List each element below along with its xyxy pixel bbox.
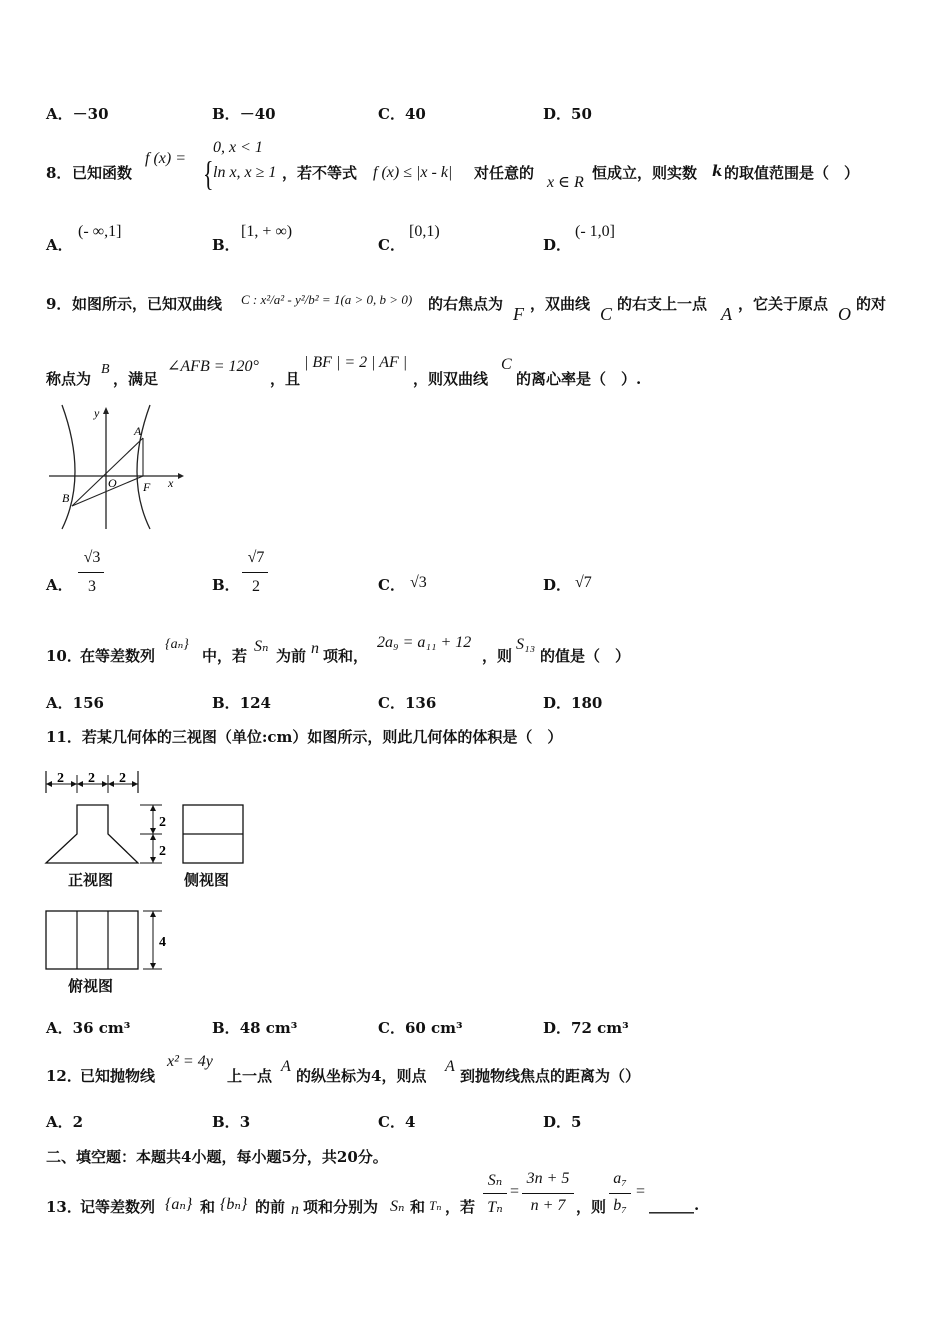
q10-option-d: [543, 692, 602, 713]
option-value: 72 cm³: [571, 1019, 629, 1037]
q10-sequence: {aₙ}: [165, 637, 189, 652]
q8-text-2: ，若不等式: [282, 164, 358, 182]
q8-option-a-value: (- ∞,1]: [78, 223, 122, 240]
option-value: 2: [72, 1113, 84, 1131]
q10-option-a: [46, 692, 104, 713]
q10-equation: 2a₉ = a₁₁ + 12: [377, 634, 472, 651]
option-value: 124: [239, 694, 271, 712]
q8-text-4: 恒成立，则实数: [592, 164, 698, 182]
q11-text: 11．若某几何体的三视图（单位:cm）如图所示，则此几何体的体积是（ ）: [46, 728, 563, 746]
q9-option-b-numerator: √7: [247, 549, 265, 566]
q13-frac1-numerator: Sₙ: [487, 1172, 503, 1189]
left-branch: [62, 405, 75, 529]
q12-option-d: [543, 1111, 581, 1132]
q9-O: O: [838, 304, 851, 324]
q12-option-c: [378, 1111, 415, 1132]
option-value: 180: [571, 694, 603, 712]
q8-option-c-value: [0,1): [409, 223, 440, 240]
q13-frac1-bar: [483, 1193, 507, 1194]
label-A: A: [134, 424, 142, 438]
x-axis-arrow: [178, 473, 184, 479]
q12-option-a: [46, 1111, 83, 1132]
q12-A: A: [281, 1058, 291, 1075]
front-view-shape: [46, 805, 138, 863]
q9-number: 9．: [46, 295, 72, 313]
q8-k: k: [712, 162, 723, 180]
q9-text-11: 的离心率是（ ）.: [516, 370, 642, 388]
label-O: O: [108, 476, 117, 490]
q13-equals-2: =: [636, 1183, 646, 1200]
height-label-2: 2: [159, 844, 166, 859]
q13-Sn: Sₙ: [390, 1198, 405, 1215]
label-B: B: [62, 491, 70, 505]
q9-C: C: [600, 304, 613, 324]
q13-sequence-b: {bₙ}: [220, 1196, 248, 1213]
q9-text-6: 的对: [856, 295, 887, 313]
q12-equation: x² = 4y: [167, 1053, 213, 1070]
q10-Sn: Sₙ: [254, 638, 269, 655]
q8-case-1: 0, x < 1: [213, 139, 263, 156]
option-letter: D．: [543, 1019, 572, 1037]
q9-B: B: [101, 362, 110, 377]
option-letter: D．: [543, 1113, 572, 1131]
q13-text-1: 记等差数列: [80, 1198, 156, 1216]
option-value: －40: [239, 105, 276, 123]
q13-frac3-numerator: a₇: [613, 1170, 627, 1187]
q13-sequence-a: {aₙ}: [165, 1196, 193, 1213]
q7-option-a: [46, 103, 109, 124]
q8-text-6: 的取值范围是（ ）: [724, 164, 860, 182]
q13-frac2-denominator: n + 7: [530, 1197, 566, 1214]
option-value: 136: [404, 694, 437, 712]
q11-option-d: [543, 1017, 629, 1038]
q10-text-6: 的值是（ ）: [540, 647, 631, 665]
q13-answer-blank[interactable]: ______.: [649, 1196, 700, 1214]
q13-n: n: [291, 1201, 299, 1218]
option-value: 5: [571, 1113, 582, 1131]
q13-text-7: ，则: [576, 1198, 607, 1216]
q10-text-4: 项和，: [323, 647, 369, 665]
q13-frac1-denominator: Tₙ: [487, 1199, 503, 1216]
q13-frac3-denominator: b₇: [613, 1197, 627, 1214]
q8-inequality: f (x) ≤ |x - k|: [373, 164, 453, 181]
q9-hyperbola-figure: [44, 403, 184, 533]
option-value: 48 cm³: [239, 1019, 298, 1037]
q9-option-b-denominator: 2: [252, 578, 260, 595]
dim-label-1: 2: [57, 771, 64, 786]
option-letter: B．: [212, 105, 240, 123]
top-view-label: 俯视图: [68, 977, 114, 995]
q13-frac3-bar: [609, 1193, 631, 1194]
q8-function: f (x) =: [145, 150, 186, 167]
label-y: y: [94, 406, 100, 420]
q13-text-4: 项和分别为: [303, 1198, 379, 1216]
dim-label-2: 2: [88, 771, 95, 786]
section-2-title: 二、填空题：本题共4小题，每小题5分，共20分。: [46, 1148, 388, 1166]
q10-n: n: [311, 640, 319, 657]
q8-option-c-letter: C．: [378, 236, 405, 254]
q9-option-a-fraction-bar: [78, 572, 104, 573]
dim-label-3: 2: [119, 771, 126, 786]
q8-option-d-letter: D．: [543, 236, 572, 254]
q9-text-7: 称点为: [46, 370, 92, 388]
option-letter: A．: [46, 1113, 73, 1131]
q8-domain: x ∈ R: [547, 174, 584, 191]
q13-equals: =: [510, 1183, 520, 1200]
option-value: 4: [404, 1113, 416, 1131]
q9-option-b-letter: B．: [212, 576, 240, 594]
q11-option-a: [46, 1017, 130, 1038]
label-x: x: [168, 476, 174, 490]
option-value: 40: [404, 105, 426, 123]
q10-S13: S₁₃: [516, 636, 536, 653]
q7-option-d: [543, 103, 592, 124]
q10-text-1: 在等差数列: [80, 647, 156, 665]
q13-text-2: 和: [200, 1198, 216, 1216]
q12-text-1: 已知抛物线: [80, 1067, 156, 1085]
option-value: 60 cm³: [404, 1019, 463, 1037]
q9-option-d-value: √7: [575, 574, 592, 591]
q8-option-d-value: (- 1,0]: [575, 223, 615, 240]
q7-option-c: [378, 103, 426, 124]
option-value: 50: [571, 105, 592, 123]
q10-text-5: ，则: [482, 647, 513, 665]
q9-angle: ∠AFB = 120°: [167, 358, 259, 375]
option-value: 156: [72, 694, 104, 712]
y-axis-arrow: [103, 407, 109, 414]
option-letter: A．: [46, 694, 73, 712]
option-value: 36 cm³: [72, 1019, 131, 1037]
top-view-shape: [46, 911, 138, 969]
option-letter: D．: [543, 694, 572, 712]
q11-option-b: [212, 1017, 297, 1038]
option-letter: C．: [378, 694, 405, 712]
q13-frac2-bar: [522, 1193, 574, 1194]
top-view-dim-label: 4: [159, 935, 166, 950]
q9-text-9: ，且: [270, 370, 301, 388]
option-letter: B．: [212, 1113, 240, 1131]
q12-number: 12．: [46, 1067, 82, 1085]
front-view-label: 正视图: [68, 871, 114, 889]
option-letter: C．: [378, 105, 405, 123]
segment-AB: [72, 438, 143, 506]
q9-option-a-denominator: 3: [88, 578, 96, 595]
q12-text-2: 上一点: [227, 1067, 273, 1085]
q12-text-4: 到抛物线焦点的距离为（）: [460, 1067, 641, 1085]
option-letter: C．: [378, 1019, 405, 1037]
option-letter: B．: [212, 1019, 240, 1037]
q9-option-a-numerator: √3: [83, 549, 101, 566]
q7-option-b: [212, 103, 276, 124]
q8-option-b-letter: B．: [212, 236, 240, 254]
option-letter: A．: [46, 105, 73, 123]
q13-number: 13．: [46, 1198, 82, 1216]
q9-text-5: ，它关于原点: [738, 295, 829, 313]
option-letter: B．: [212, 694, 240, 712]
q9-text-1: 如图所示，已知双曲线: [72, 295, 223, 313]
q8-option-a-letter: A．: [46, 236, 73, 254]
q12-A-2: A: [445, 1058, 455, 1075]
q9-text-4: 的右支上一点: [617, 295, 708, 313]
q9-F: F: [513, 304, 524, 324]
q9-text-2: 的右焦点为: [428, 295, 504, 313]
q9-option-c-letter: C．: [378, 576, 405, 594]
side-view-label: 侧视图: [184, 871, 230, 889]
height-label-1: 2: [159, 815, 166, 830]
q9-text-3: ，双曲线: [530, 295, 591, 313]
q9-C-2: C: [501, 356, 512, 373]
q9-hyperbola-equation: C : x²/a² - y²/b² = 1(a > 0, b > 0): [241, 292, 413, 307]
q9-text-8: ，满足: [113, 370, 159, 388]
q8-number: 8．: [46, 164, 72, 182]
q13-text-6: ，若: [445, 1198, 476, 1216]
q8-option-b-value: [1, + ∞): [241, 223, 293, 240]
q9-option-d-letter: D．: [543, 576, 572, 594]
q9-condition: | BF | = 2 | AF |: [304, 354, 408, 371]
option-letter: A．: [46, 1019, 73, 1037]
q13-text-3: 的前: [255, 1198, 286, 1216]
label-F: F: [143, 480, 151, 494]
option-value: －30: [72, 105, 109, 123]
q12-option-b: [212, 1111, 250, 1132]
q8-case-2: ln x, x ≥ 1: [213, 164, 277, 181]
q10-text-2: 中，若: [202, 647, 248, 665]
q8-text-3: 对任意的: [474, 164, 535, 182]
q13-Tn: Tₙ: [429, 1198, 442, 1213]
q8-brace: {: [203, 153, 214, 194]
q8-text-1: 已知函数: [72, 164, 133, 182]
option-letter: C．: [378, 1113, 405, 1131]
q10-option-b: [212, 692, 271, 713]
q12-text-3: 的纵坐标为4，则点: [296, 1067, 427, 1085]
q13-text-5: 和: [410, 1198, 426, 1216]
q10-option-c: [378, 692, 436, 713]
q11-option-c: [378, 1017, 463, 1038]
q9-text-10: ，则双曲线: [413, 370, 489, 388]
option-letter: D．: [543, 105, 572, 123]
q13-frac2-numerator: 3n + 5: [526, 1170, 570, 1187]
q9-A: A: [721, 304, 732, 324]
option-value: 3: [239, 1113, 251, 1131]
q10-number: 10．: [46, 647, 82, 665]
q9-option-a-letter: A．: [46, 576, 73, 594]
q9-option-c-value: √3: [410, 574, 427, 591]
q9-option-b-fraction-bar: [242, 572, 268, 573]
q10-text-3: 为前: [276, 647, 307, 665]
